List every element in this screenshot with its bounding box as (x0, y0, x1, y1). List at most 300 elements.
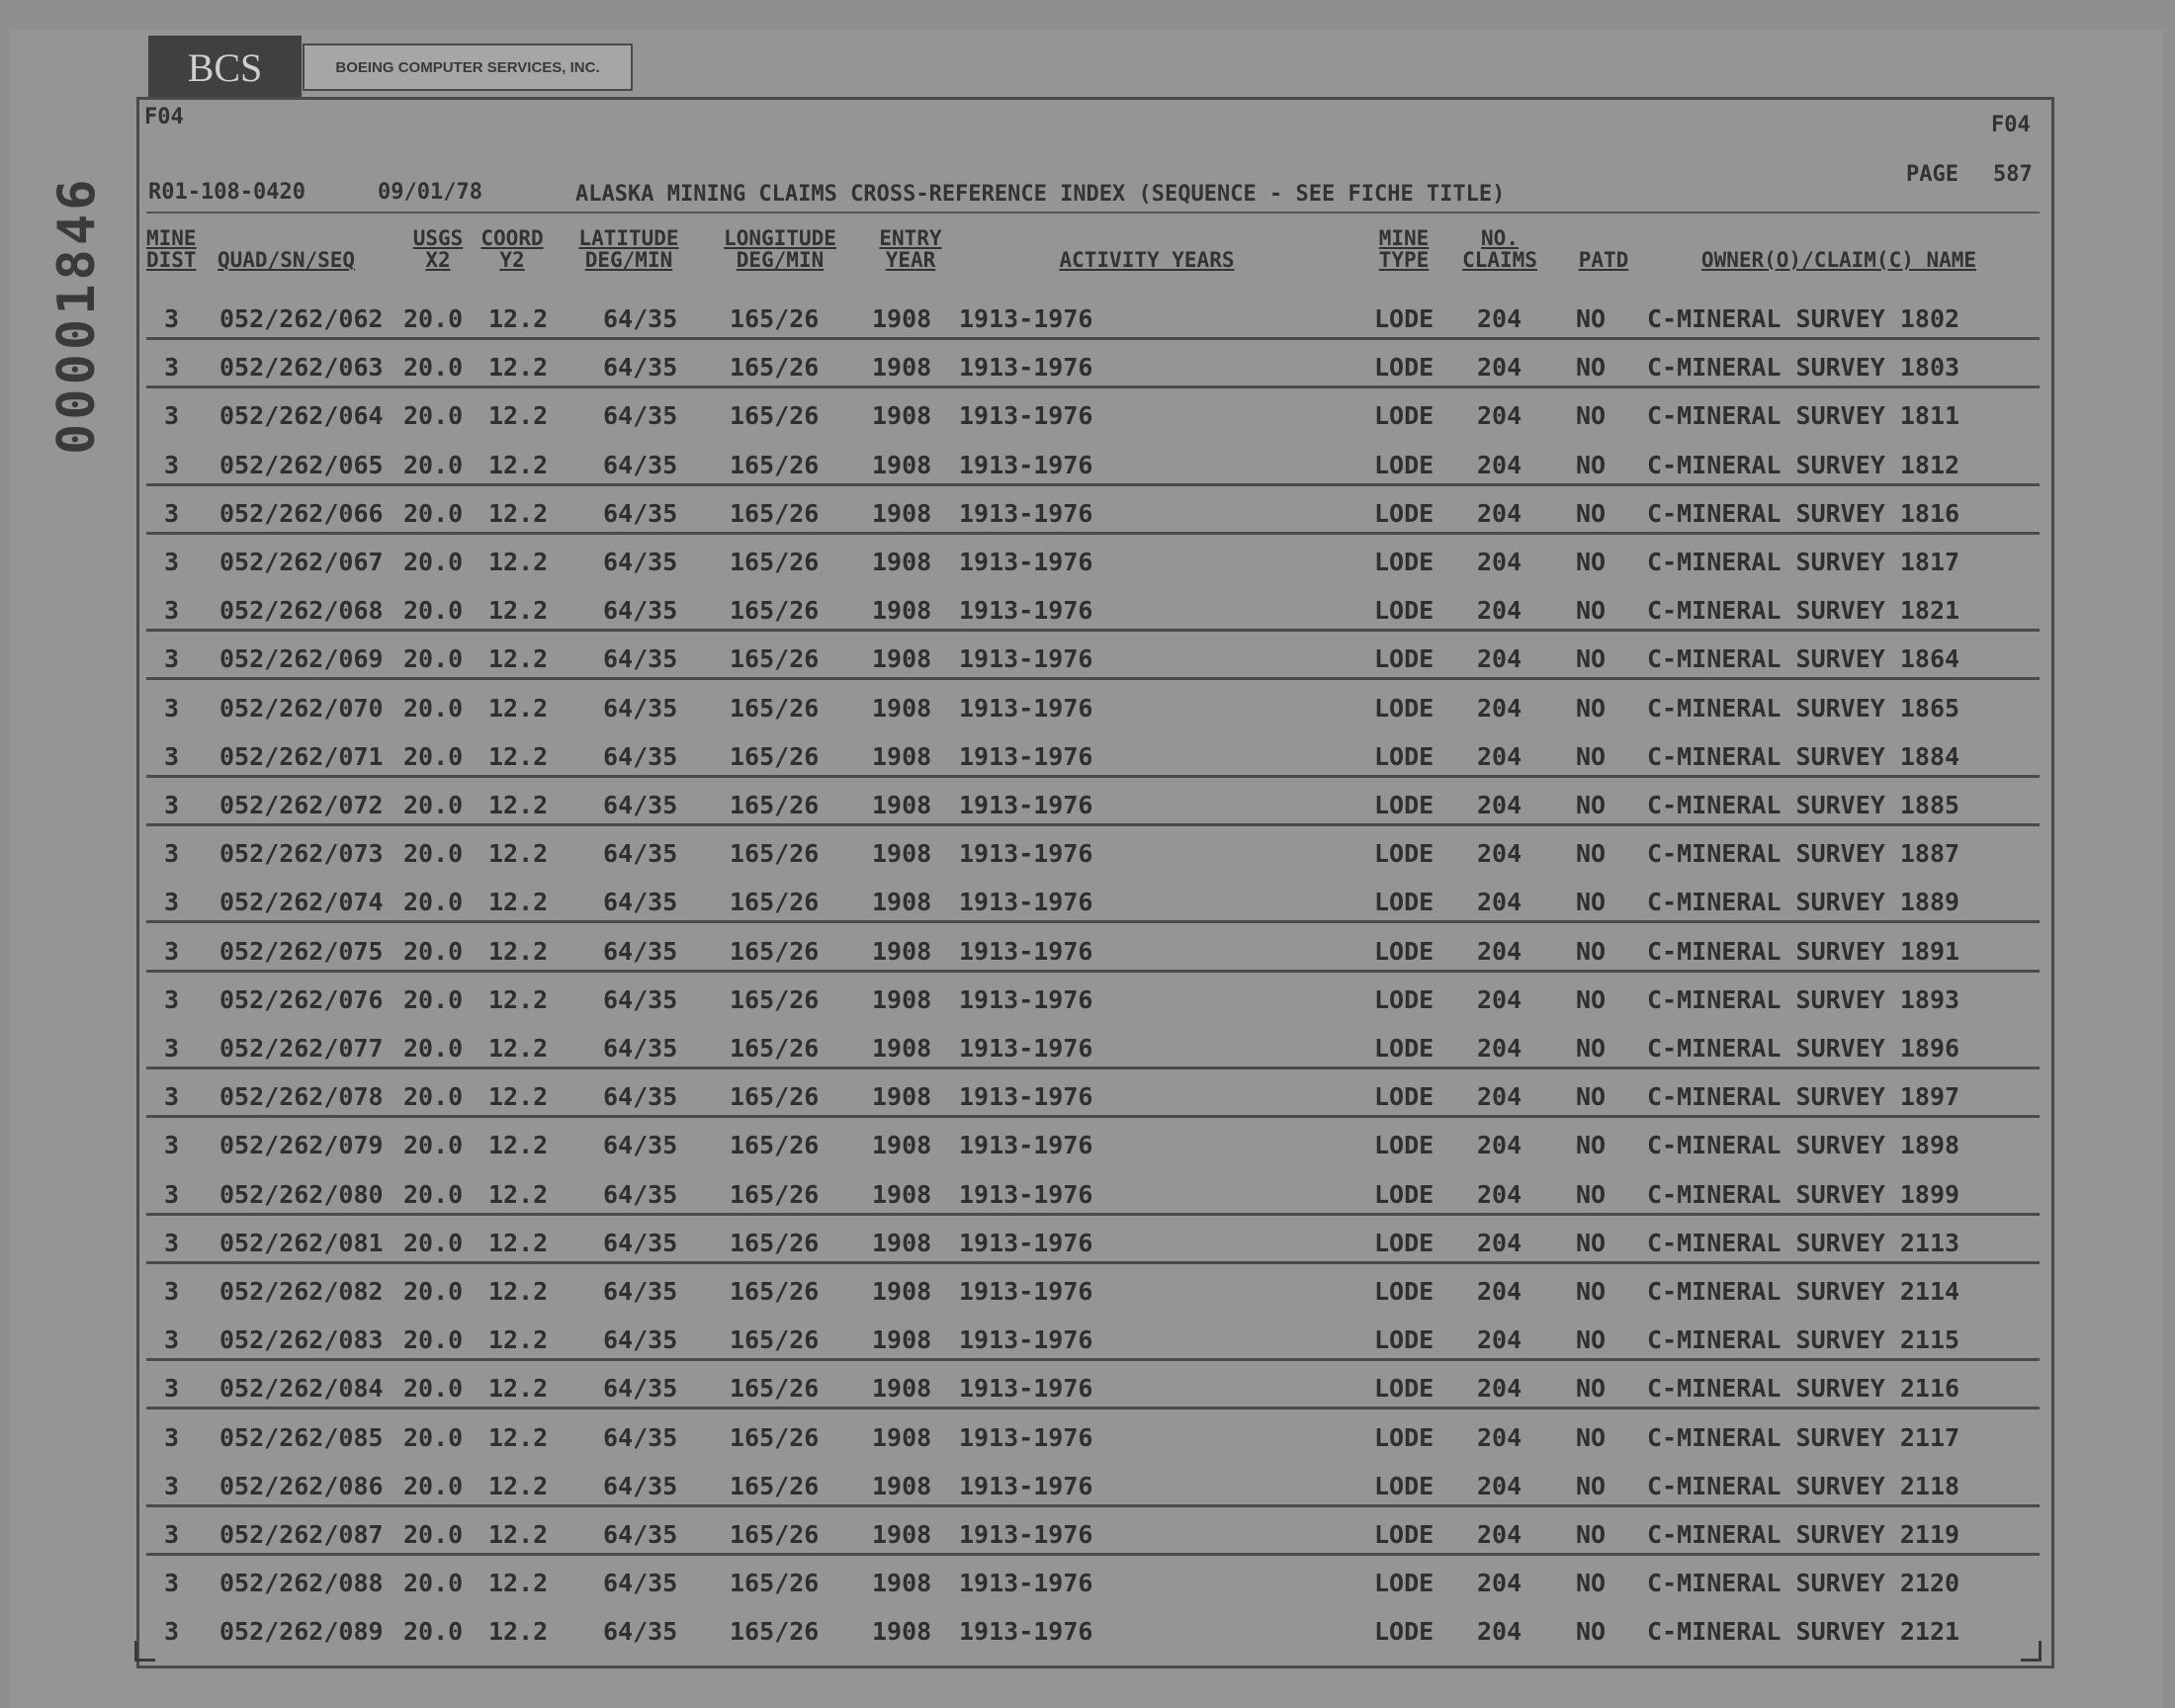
cell-dist: 3 (164, 888, 180, 917)
table-row (0, 439, 2175, 487)
row-rule (146, 677, 2040, 680)
cell-lat: 64/35 (603, 791, 678, 819)
table-row (0, 876, 2175, 924)
cell-y: 12.2 (488, 644, 549, 674)
cell-lat: 64/35 (603, 1471, 678, 1500)
cell-type: LODE (1374, 498, 1435, 528)
cell-owner: C-MINERAL SURVEY 2115 (1647, 1325, 1960, 1355)
fiche-frame-number: 00001846 (47, 175, 107, 455)
cell-type: LODE (1374, 1471, 1435, 1500)
table-row (0, 1022, 2175, 1070)
cell-lon: 165/26 (730, 1325, 820, 1355)
cell-lon: 165/26 (730, 1131, 820, 1160)
column-header-line: COORD (480, 226, 544, 250)
cell-type: LODE (1374, 1422, 1435, 1452)
cell-patd: NO (1576, 693, 1607, 723)
column-header-line: DEG/MIN (584, 248, 673, 272)
row-rule (146, 1553, 2040, 1556)
page-label: PAGE (1906, 162, 1958, 187)
cell-activity: 1913-1976 (959, 1325, 1093, 1355)
cell-quad: 052/262/076 (219, 984, 384, 1014)
table-row (0, 1362, 2175, 1410)
cell-activity: 1913-1976 (959, 596, 1093, 626)
cell-dist: 3 (164, 936, 180, 966)
cell-entry: 1908 (872, 984, 932, 1014)
report-date: 09/01/78 (378, 180, 482, 205)
cell-entry: 1908 (872, 1617, 932, 1647)
cell-owner: C-MINERAL SURVEY 1803 (1647, 353, 1960, 383)
cell-type: LODE (1374, 1228, 1435, 1257)
cell-lat: 64/35 (603, 888, 678, 917)
cell-type: LODE (1374, 1179, 1435, 1209)
cell-y: 12.2 (488, 1325, 549, 1355)
cell-dist: 3 (164, 1034, 180, 1063)
cell-quad: 052/262/069 (219, 644, 384, 674)
cell-owner: C-MINERAL SURVEY 1802 (1647, 304, 1960, 333)
cell-type: LODE (1374, 1569, 1435, 1598)
cell-dist: 3 (164, 1082, 180, 1112)
cell-activity: 1913-1976 (959, 1082, 1093, 1112)
cell-entry: 1908 (872, 888, 932, 917)
cell-dist: 3 (164, 1617, 180, 1647)
cell-lon: 165/26 (730, 1277, 820, 1306)
cell-activity: 1913-1976 (959, 936, 1093, 966)
cell-patd: NO (1576, 596, 1607, 626)
cell-x: 20.0 (403, 548, 464, 576)
cell-lon: 165/26 (730, 693, 820, 723)
cell-x: 20.0 (403, 1131, 464, 1160)
report-code-left: F04 (144, 105, 184, 129)
cell-lon: 165/26 (730, 984, 820, 1014)
cell-x: 20.0 (403, 596, 464, 626)
cell-dist: 3 (164, 644, 180, 674)
cell-quad: 052/262/088 (219, 1569, 384, 1598)
cell-lon: 165/26 (730, 839, 820, 869)
cell-y: 12.2 (488, 401, 549, 431)
column-header-mine-dist (146, 227, 210, 271)
cell-entry: 1908 (872, 644, 932, 674)
cell-x: 20.0 (403, 401, 464, 431)
cell-type: LODE (1374, 1520, 1435, 1549)
cell-entry: 1908 (872, 498, 932, 528)
cell-entry: 1908 (872, 1520, 932, 1549)
table-row (0, 1119, 2175, 1167)
cell-type: LODE (1374, 936, 1435, 966)
cell-lon: 165/26 (730, 741, 820, 771)
cell-patd: NO (1576, 1569, 1607, 1598)
column-header-line: TYPE (1378, 248, 1430, 272)
cell-activity: 1913-1976 (959, 450, 1093, 479)
row-rule (146, 920, 2040, 923)
cell-owner: C-MINERAL SURVEY 1811 (1647, 401, 1960, 431)
cell-activity: 1913-1976 (959, 839, 1093, 869)
cell-x: 20.0 (403, 1034, 464, 1063)
column-header-mine-type (1368, 227, 1439, 271)
cell-y: 12.2 (488, 839, 549, 869)
cell-type: LODE (1374, 888, 1435, 917)
column-header-line: OWNER(O)/CLAIM(C) NAME (1700, 248, 1977, 272)
cell-dist: 3 (164, 1374, 180, 1404)
cell-quad: 052/262/074 (219, 888, 384, 917)
cell-lat: 64/35 (603, 304, 678, 333)
column-header-line: Y2 (499, 248, 525, 272)
column-header-line: ENTRY (879, 226, 942, 250)
cell-dist: 3 (164, 693, 180, 723)
column-header-line (1570, 227, 1637, 249)
cell-type: LODE (1374, 741, 1435, 771)
cell-owner: C-MINERAL SURVEY 2118 (1647, 1471, 1960, 1500)
table-row (0, 487, 2175, 536)
column-header-line: YEAR (885, 248, 936, 272)
cell-lon: 165/26 (730, 644, 820, 674)
column-header-line: CLAIMS (1462, 248, 1537, 272)
cell-entry: 1908 (872, 353, 932, 383)
cell-type: LODE (1374, 1131, 1435, 1160)
cell-lat: 64/35 (603, 1520, 678, 1549)
cell-activity: 1913-1976 (959, 644, 1093, 674)
cell-claims: 204 (1477, 1325, 1522, 1355)
cell-owner: C-MINERAL SURVEY 2116 (1647, 1374, 1960, 1404)
cell-entry: 1908 (872, 1179, 932, 1209)
cell-dist: 3 (164, 401, 180, 431)
cell-lon: 165/26 (730, 1374, 820, 1404)
cell-patd: NO (1576, 1228, 1607, 1257)
column-header-coord-y (475, 227, 550, 271)
column-header-no-claims (1455, 227, 1544, 271)
cell-x: 20.0 (403, 353, 464, 383)
cell-activity: 1913-1976 (959, 1374, 1093, 1404)
cell-patd: NO (1576, 741, 1607, 771)
cell-quad: 052/262/070 (219, 693, 384, 723)
cell-claims: 204 (1477, 839, 1522, 869)
column-header-line (218, 227, 366, 249)
cell-lon: 165/26 (730, 1471, 820, 1500)
cell-claims: 204 (1477, 1179, 1522, 1209)
row-rule (146, 337, 2040, 340)
column-header-line: USGS (412, 226, 464, 250)
cell-quad: 052/262/067 (219, 548, 384, 576)
cell-lat: 64/35 (603, 1228, 678, 1257)
cell-dist: 3 (164, 1569, 180, 1598)
cell-patd: NO (1576, 1277, 1607, 1306)
cell-quad: 052/262/089 (219, 1617, 384, 1647)
cell-patd: NO (1576, 1325, 1607, 1355)
cell-owner: C-MINERAL SURVEY 2117 (1647, 1422, 1960, 1452)
cell-y: 12.2 (488, 693, 549, 723)
cell-claims: 204 (1477, 498, 1522, 528)
cell-entry: 1908 (872, 401, 932, 431)
cell-lon: 165/26 (730, 450, 820, 479)
cell-claims: 204 (1477, 1471, 1522, 1500)
cell-owner: C-MINERAL SURVEY 1816 (1647, 498, 1960, 528)
cell-claims: 204 (1477, 741, 1522, 771)
cell-x: 20.0 (403, 1082, 464, 1112)
cell-x: 20.0 (403, 1179, 464, 1209)
cell-dist: 3 (164, 304, 180, 333)
cell-type: LODE (1374, 450, 1435, 479)
table-row (0, 779, 2175, 827)
cell-dist: 3 (164, 1520, 180, 1549)
cell-entry: 1908 (872, 1228, 932, 1257)
cell-quad: 052/262/078 (219, 1082, 384, 1112)
cell-owner: C-MINERAL SURVEY 1891 (1647, 936, 1960, 966)
cell-y: 12.2 (488, 1131, 549, 1160)
cell-type: LODE (1374, 1034, 1435, 1063)
cell-quad: 052/262/073 (219, 839, 384, 869)
cell-y: 12.2 (488, 1277, 549, 1306)
cell-type: LODE (1374, 1374, 1435, 1404)
cell-y: 12.2 (488, 984, 549, 1014)
cell-patd: NO (1576, 1179, 1607, 1209)
cell-quad: 052/262/079 (219, 1131, 384, 1160)
cell-quad: 052/262/077 (219, 1034, 384, 1063)
cell-entry: 1908 (872, 936, 932, 966)
cell-x: 20.0 (403, 304, 464, 333)
cell-claims: 204 (1477, 693, 1522, 723)
cell-activity: 1913-1976 (959, 498, 1093, 528)
cell-dist: 3 (164, 791, 180, 819)
cell-entry: 1908 (872, 548, 932, 576)
cell-activity: 1913-1976 (959, 1179, 1093, 1209)
cell-entry: 1908 (872, 1325, 932, 1355)
cell-dist: 3 (164, 548, 180, 576)
row-rule (146, 629, 2040, 632)
cell-y: 12.2 (488, 498, 549, 528)
cell-y: 12.2 (488, 548, 549, 576)
cell-type: LODE (1374, 353, 1435, 383)
cell-lat: 64/35 (603, 1131, 678, 1160)
cell-quad: 052/262/075 (219, 936, 384, 966)
column-header-usgs-x (399, 227, 477, 271)
row-rule (146, 385, 2040, 388)
table-row (0, 1070, 2175, 1119)
cell-quad: 052/262/063 (219, 353, 384, 383)
column-header-latitude (571, 227, 686, 271)
cell-patd: NO (1576, 548, 1607, 576)
cell-x: 20.0 (403, 1374, 464, 1404)
cell-type: LODE (1374, 1277, 1435, 1306)
cell-y: 12.2 (488, 450, 549, 479)
cell-lat: 64/35 (603, 1617, 678, 1647)
cell-x: 20.0 (403, 1422, 464, 1452)
cell-y: 12.2 (488, 1471, 549, 1500)
cell-dist: 3 (164, 596, 180, 626)
row-rule (146, 1407, 2040, 1409)
cell-lat: 64/35 (603, 1034, 678, 1063)
cell-entry: 1908 (872, 596, 932, 626)
cell-activity: 1913-1976 (959, 304, 1093, 333)
cell-y: 12.2 (488, 1520, 549, 1549)
cell-lat: 64/35 (603, 353, 678, 383)
row-rule (146, 483, 2040, 486)
cell-lon: 165/26 (730, 1228, 820, 1257)
cell-owner: C-MINERAL SURVEY 1817 (1647, 548, 1960, 576)
column-header-patd (1570, 227, 1637, 271)
cell-quad: 052/262/066 (219, 498, 384, 528)
page-number: 587 (1993, 162, 2033, 187)
cell-claims: 204 (1477, 596, 1522, 626)
cell-patd: NO (1576, 644, 1607, 674)
cell-activity: 1913-1976 (959, 741, 1093, 771)
cell-entry: 1908 (872, 1131, 932, 1160)
cell-lon: 165/26 (730, 353, 820, 383)
column-header-owner (1671, 227, 2007, 271)
table-row (0, 341, 2175, 389)
cell-dist: 3 (164, 984, 180, 1014)
title-underline (146, 212, 2040, 214)
cell-activity: 1913-1976 (959, 548, 1093, 576)
company-name: BOEING COMPUTER SERVICES, INC. (303, 43, 633, 91)
cell-owner: C-MINERAL SURVEY 2121 (1647, 1617, 1960, 1647)
cell-patd: NO (1576, 984, 1607, 1014)
cell-patd: NO (1576, 1374, 1607, 1404)
cell-x: 20.0 (403, 1471, 464, 1500)
cell-lat: 64/35 (603, 839, 678, 869)
table-row (0, 584, 2175, 633)
column-header-line: MINE (1378, 226, 1430, 250)
cell-quad: 052/262/071 (219, 741, 384, 771)
cell-claims: 204 (1477, 401, 1522, 431)
cell-patd: NO (1576, 1617, 1607, 1647)
cell-activity: 1913-1976 (959, 1034, 1093, 1063)
cell-patd: NO (1576, 450, 1607, 479)
row-rule (146, 1067, 2040, 1069)
cell-dist: 3 (164, 1228, 180, 1257)
column-header-line: QUAD/SN/SEQ (218, 248, 356, 272)
column-header-line (1028, 227, 1265, 249)
column-header-line: LONGITUDE (724, 226, 836, 250)
cell-dist: 3 (164, 1179, 180, 1209)
cell-quad: 052/262/081 (219, 1228, 384, 1257)
cell-patd: NO (1576, 1471, 1607, 1500)
cell-activity: 1913-1976 (959, 1569, 1093, 1598)
cell-lat: 64/35 (603, 644, 678, 674)
cell-patd: NO (1576, 1131, 1607, 1160)
cell-dist: 3 (164, 839, 180, 869)
cell-claims: 204 (1477, 936, 1522, 966)
cell-entry: 1908 (872, 1034, 932, 1063)
cell-lat: 64/35 (603, 1179, 678, 1209)
table-row (0, 1460, 2175, 1508)
cell-x: 20.0 (403, 1228, 464, 1257)
cell-x: 20.0 (403, 693, 464, 723)
cell-quad: 052/262/086 (219, 1471, 384, 1500)
cell-type: LODE (1374, 548, 1435, 576)
cell-x: 20.0 (403, 450, 464, 479)
table-row (0, 1508, 2175, 1557)
cell-claims: 204 (1477, 1374, 1522, 1404)
cell-lat: 64/35 (603, 548, 678, 576)
cell-owner: C-MINERAL SURVEY 2113 (1647, 1228, 1960, 1257)
cell-x: 20.0 (403, 984, 464, 1014)
cell-dist: 3 (164, 741, 180, 771)
cell-claims: 204 (1477, 1131, 1522, 1160)
cell-owner: C-MINERAL SURVEY 1893 (1647, 984, 1960, 1014)
cell-lon: 165/26 (730, 304, 820, 333)
cell-patd: NO (1576, 1520, 1607, 1549)
cell-patd: NO (1576, 1422, 1607, 1452)
cell-lon: 165/26 (730, 548, 820, 576)
cell-lat: 64/35 (603, 596, 678, 626)
table-row (0, 633, 2175, 681)
column-header-line: MINE (146, 226, 197, 250)
cell-claims: 204 (1477, 1228, 1522, 1257)
bcs-logo: BCS (148, 36, 302, 99)
cell-lat: 64/35 (603, 984, 678, 1014)
table-row (0, 925, 2175, 974)
column-header-line: DEG/MIN (736, 248, 825, 272)
cell-entry: 1908 (872, 1374, 932, 1404)
cell-activity: 1913-1976 (959, 984, 1093, 1014)
row-rule (146, 1504, 2040, 1507)
cell-type: LODE (1374, 1325, 1435, 1355)
cell-x: 20.0 (403, 791, 464, 819)
cell-dist: 3 (164, 1277, 180, 1306)
cell-y: 12.2 (488, 1374, 549, 1404)
cell-owner: C-MINERAL SURVEY 2120 (1647, 1569, 1960, 1598)
cell-lon: 165/26 (730, 791, 820, 819)
cell-dist: 3 (164, 1131, 180, 1160)
cell-patd: NO (1576, 888, 1607, 917)
column-header-line: PATD (1578, 248, 1629, 272)
row-rule (146, 1261, 2040, 1264)
cell-lon: 165/26 (730, 888, 820, 917)
cell-activity: 1913-1976 (959, 401, 1093, 431)
cell-dist: 3 (164, 1325, 180, 1355)
cell-lon: 165/26 (730, 1179, 820, 1209)
column-header-longitude (714, 227, 846, 271)
report-title: ALASKA MINING CLAIMS CROSS-REFERENCE INDEX (SEQUENCE - SEE FICHE TITLE) (575, 182, 1506, 207)
cell-type: LODE (1374, 401, 1435, 431)
table-row (0, 974, 2175, 1022)
cell-lat: 64/35 (603, 401, 678, 431)
cell-owner: C-MINERAL SURVEY 1899 (1647, 1179, 1960, 1209)
cell-claims: 204 (1477, 1082, 1522, 1112)
cell-entry: 1908 (872, 839, 932, 869)
cell-x: 20.0 (403, 741, 464, 771)
cell-activity: 1913-1976 (959, 1520, 1093, 1549)
cell-lat: 64/35 (603, 1277, 678, 1306)
cell-quad: 052/262/087 (219, 1520, 384, 1549)
cell-lon: 165/26 (730, 596, 820, 626)
cell-activity: 1913-1976 (959, 1617, 1093, 1647)
cell-activity: 1913-1976 (959, 1422, 1093, 1452)
cell-lon: 165/26 (730, 1617, 820, 1647)
cell-owner: C-MINERAL SURVEY 1864 (1647, 644, 1960, 674)
cell-patd: NO (1576, 353, 1607, 383)
cell-entry: 1908 (872, 1422, 932, 1452)
cell-lon: 165/26 (730, 498, 820, 528)
cell-x: 20.0 (403, 888, 464, 917)
table-row (0, 536, 2175, 584)
cell-y: 12.2 (488, 888, 549, 917)
report-code-right: F04 (1991, 113, 2031, 137)
cell-activity: 1913-1976 (959, 791, 1093, 819)
cell-dist: 3 (164, 1422, 180, 1452)
cell-activity: 1913-1976 (959, 1277, 1093, 1306)
cell-claims: 204 (1477, 548, 1522, 576)
cell-patd: NO (1576, 839, 1607, 869)
table-row (0, 1557, 2175, 1605)
cell-quad: 052/262/062 (219, 304, 384, 333)
cell-claims: 204 (1477, 1569, 1522, 1598)
cell-type: LODE (1374, 984, 1435, 1014)
cell-quad: 052/262/065 (219, 450, 384, 479)
cell-x: 20.0 (403, 644, 464, 674)
cell-claims: 204 (1477, 644, 1522, 674)
cell-owner: C-MINERAL SURVEY 1898 (1647, 1131, 1960, 1160)
cell-entry: 1908 (872, 693, 932, 723)
